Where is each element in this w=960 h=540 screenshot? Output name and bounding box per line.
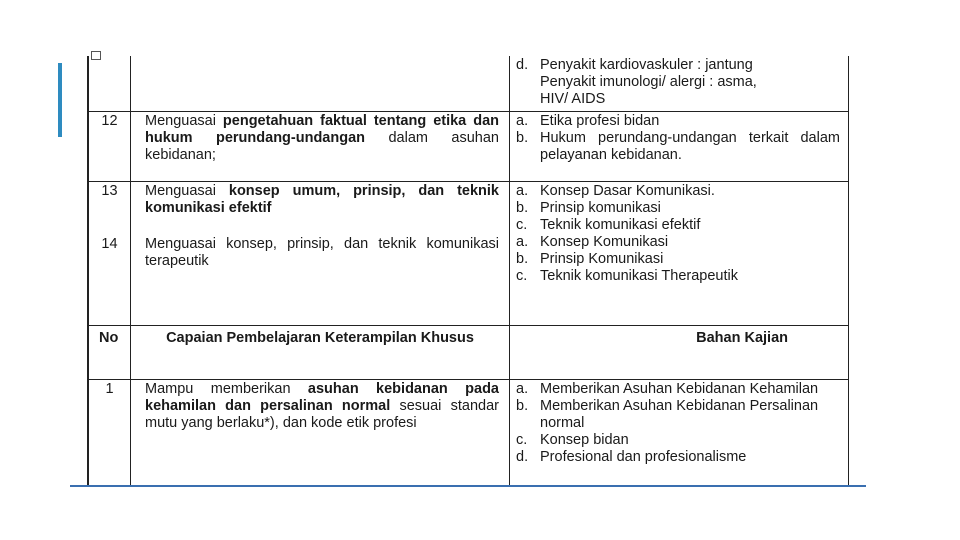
header-bahan: Bahan Kajian bbox=[510, 325, 849, 379]
document-table-image bbox=[87, 56, 849, 486]
list-item: d. Profesional dan profesionalisme bbox=[516, 448, 747, 465]
list-item: d. Penyakit kardiovaskuler : jantung bbox=[516, 57, 753, 73]
row-number bbox=[89, 56, 131, 111]
list-item: c. Teknik komunikasi Therapeutik bbox=[516, 267, 738, 284]
list-item: a. Konsep Komunikasi bbox=[516, 233, 669, 250]
list-item: c. Konsep bidan bbox=[516, 431, 629, 448]
list-item: a. Etika profesi bidan bbox=[516, 112, 660, 129]
bahan-cell bbox=[510, 379, 849, 486]
header-no: No bbox=[89, 325, 131, 379]
list-item: HIV/ AIDS bbox=[540, 91, 606, 107]
capaian-cell: Mampu memberikan asuhan kebidanan pada kehamilan dan persalinan normal sesuai standar mutu yang berlaku*), dan kode etik profesi bbox=[131, 379, 510, 486]
table-row bbox=[89, 181, 849, 325]
bottom-divider bbox=[70, 485, 866, 487]
table-row bbox=[89, 111, 849, 181]
row-number: 13 14 bbox=[89, 181, 131, 325]
capaian-cell: Menguasai konsep umum, prinsip, dan teknik komunikasi efektif Menguasai konsep, prinsip, dan teknik komunikasi terapeutik bbox=[131, 181, 510, 325]
list-item: a. Memberikan Asuhan Kebidanan Kehamilan bbox=[516, 380, 819, 397]
capaian-cell: Menguasai pengetahuan faktual tentang etika dan hukum perundang-undangan dalam asuhan kebidanan; bbox=[131, 111, 510, 181]
list-item: b. Prinsip Komunikasi bbox=[516, 250, 664, 267]
list-item: c. Teknik komunikasi efektif bbox=[516, 216, 701, 233]
table-row bbox=[89, 379, 849, 486]
bahan-cell bbox=[510, 181, 849, 325]
list-item: Penyakit imunologi/ alergi : asma, bbox=[540, 74, 757, 90]
capaian-cell bbox=[131, 56, 510, 111]
table-row bbox=[89, 56, 849, 111]
list-item: a. Konsep Dasar Komunikasi. bbox=[516, 182, 715, 199]
table-header-row bbox=[89, 325, 849, 379]
accent-bar bbox=[58, 63, 62, 137]
row-number: 1 bbox=[89, 379, 131, 486]
row-number: 12 bbox=[89, 111, 131, 181]
list-item: b. Hukum perundang-undangan terkait dalam pelayanan kebidanan. bbox=[516, 129, 840, 163]
checkbox-glyph-icon bbox=[91, 51, 101, 60]
bahan-cell bbox=[510, 56, 849, 111]
curriculum-table bbox=[88, 56, 849, 486]
header-capaian: Capaian Pembelajaran Keterampilan Khusus bbox=[131, 325, 510, 379]
bahan-cell bbox=[510, 111, 849, 181]
list-item: b. Prinsip komunikasi bbox=[516, 199, 661, 216]
list-item: b. Memberikan Asuhan Kebidanan Persalinan normal bbox=[516, 397, 819, 431]
